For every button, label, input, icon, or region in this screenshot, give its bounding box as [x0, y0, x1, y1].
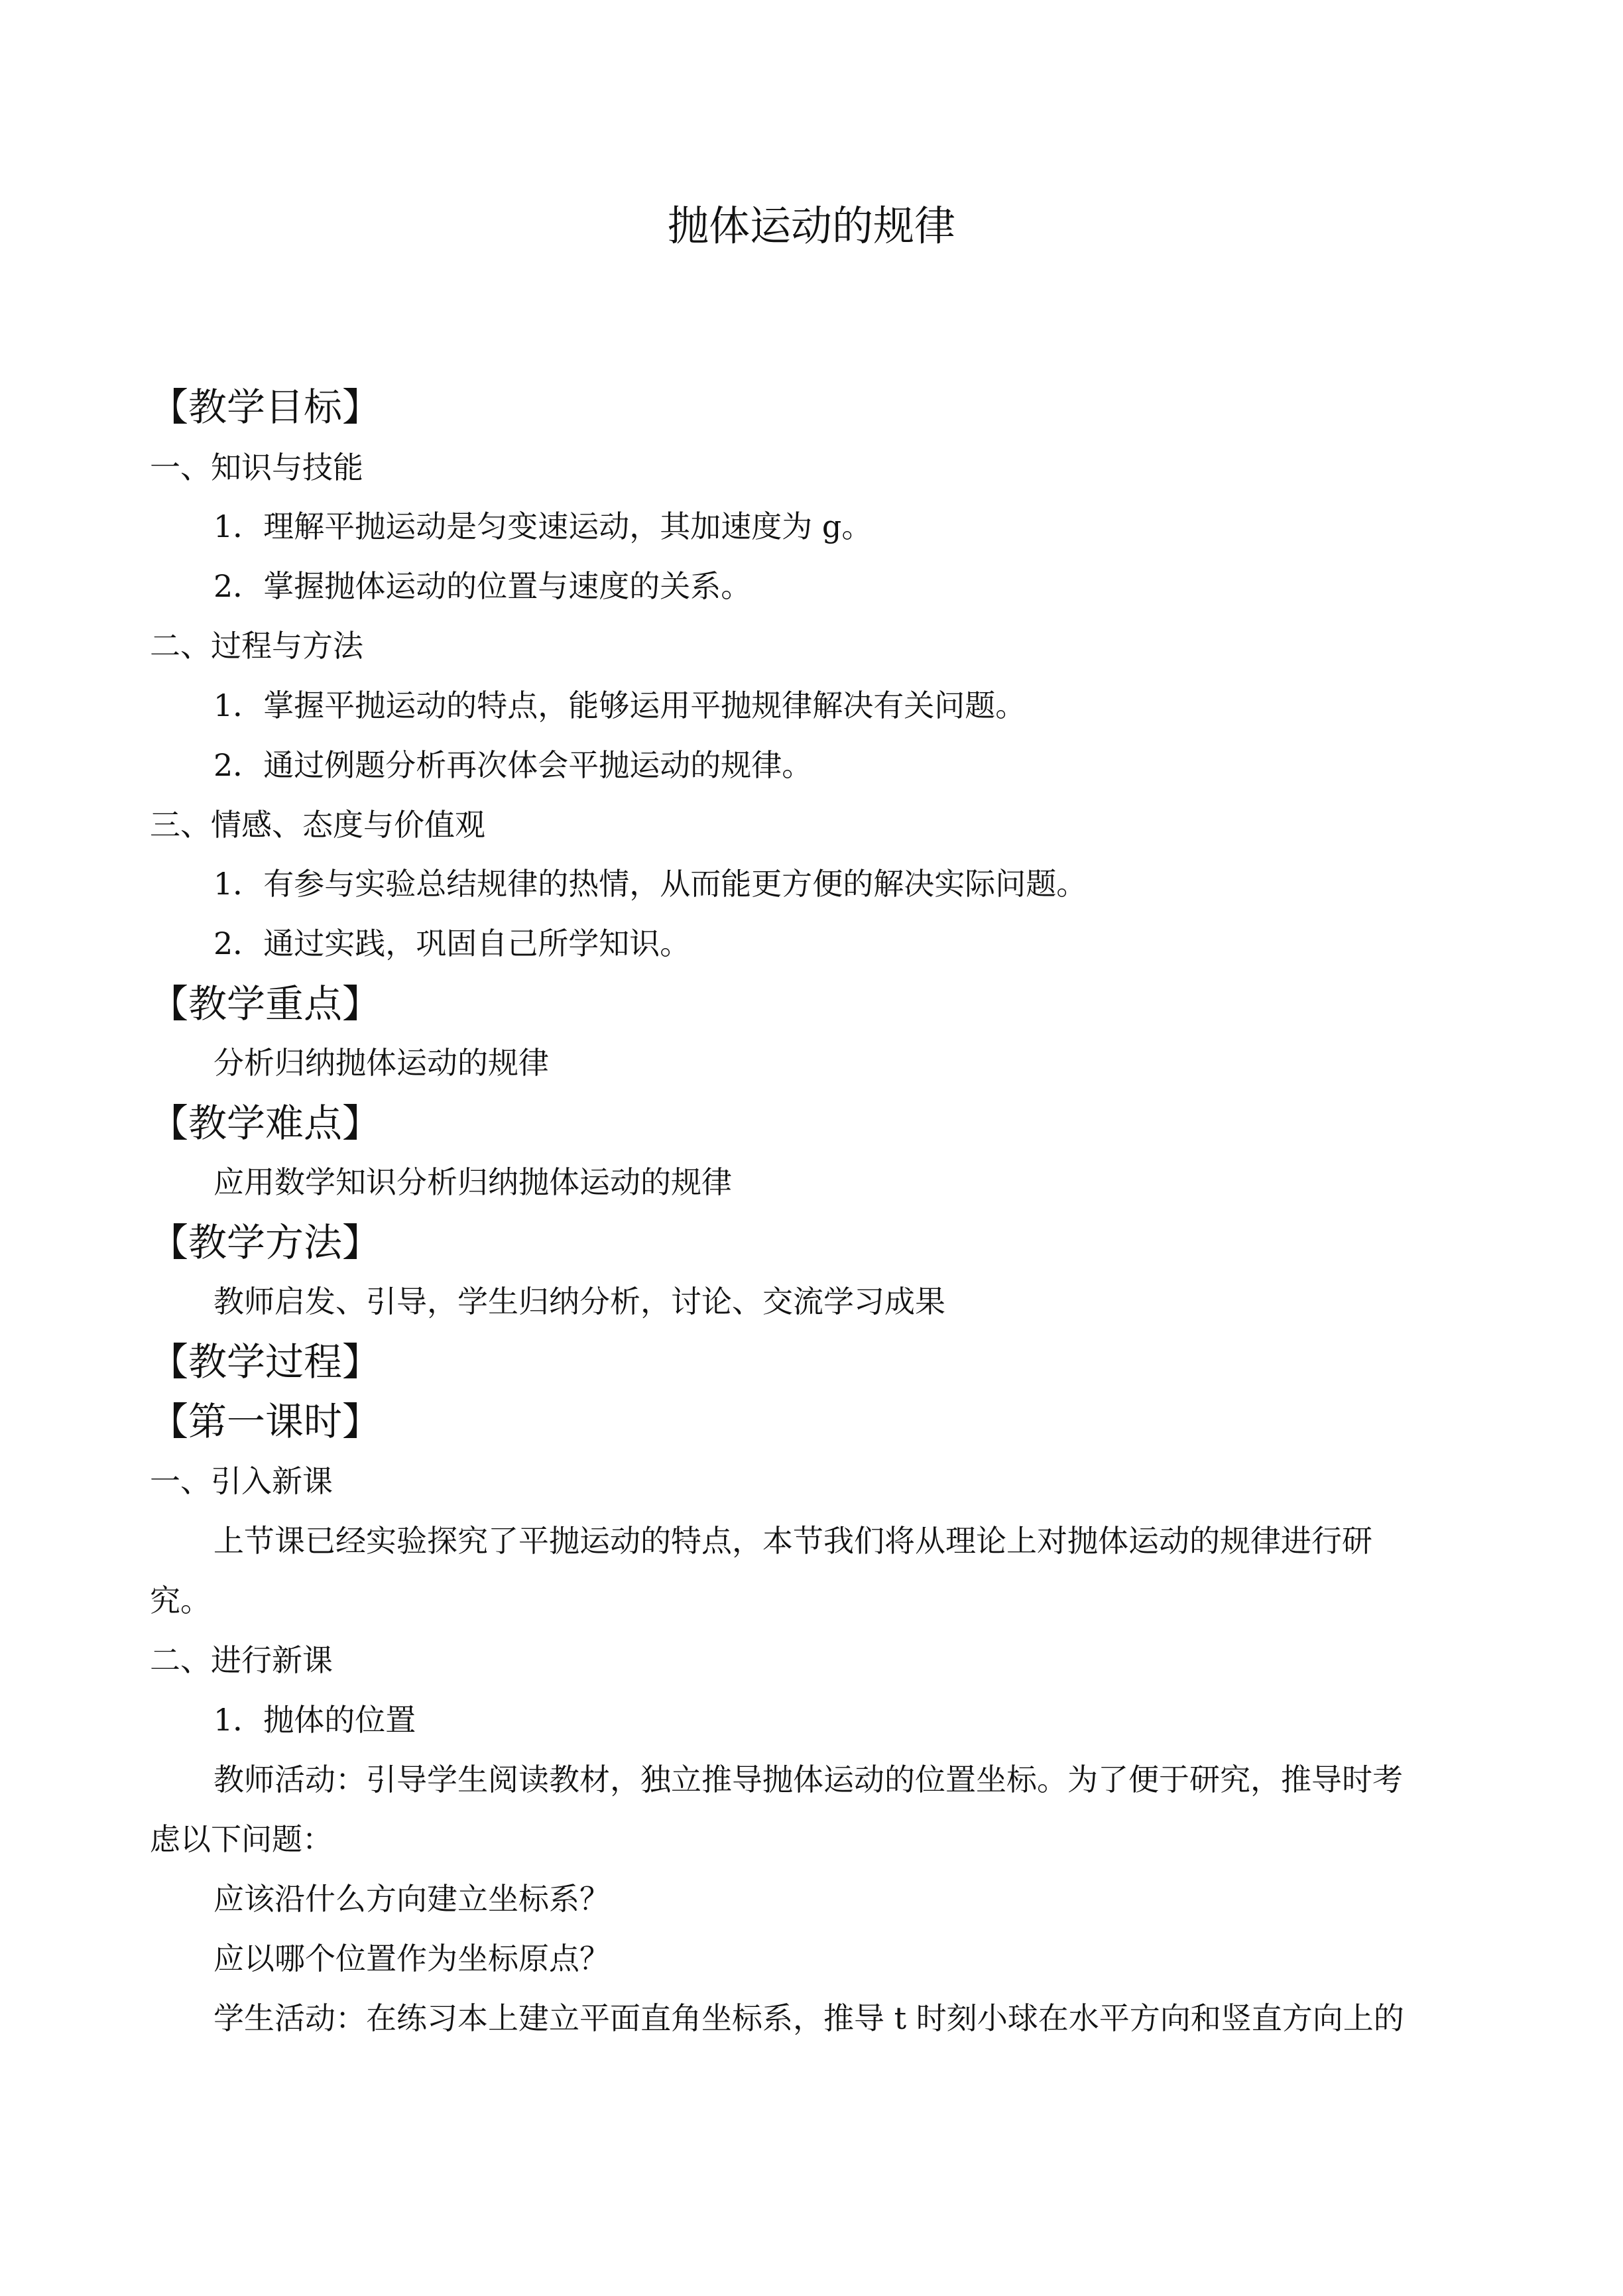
- paragraph: 教师启发、引导，学生归纳分析，讨论、交流学习成果: [213, 1284, 945, 1319]
- list-item: 2．掌握抛体运动的位置与速度的关系。: [213, 568, 752, 604]
- paragraph: 分析归纳抛体运动的规律: [213, 1045, 549, 1081]
- section-heading-key-points: 【教学重点】: [150, 981, 381, 1026]
- section-heading-process: 【教学过程】: [150, 1339, 381, 1384]
- section-heading-methods: 【教学方法】: [150, 1220, 381, 1265]
- list-item: 1．掌握平抛运动的特点，能够运用平抛规律解决有关问题。: [213, 688, 1026, 723]
- subheading-knowledge-skills: 一、知识与技能: [150, 450, 363, 485]
- paragraph-continuation: 虑以下问题：: [150, 1821, 333, 1857]
- paragraph-continuation: 究。: [150, 1583, 211, 1618]
- subheading-introduction: 一、引入新课: [150, 1463, 333, 1499]
- question: 应以哪个位置作为坐标原点？: [213, 1941, 610, 1976]
- list-item: 2．通过实践，巩固自己所学知识。: [213, 926, 691, 961]
- paragraph: 应用数学知识分析归纳抛体运动的规律: [213, 1164, 732, 1200]
- list-item: 1．有参与实验总结规律的热情，从而能更方便的解决实际问题。: [213, 866, 1087, 902]
- paragraph: 教师活动：引导学生阅读教材，独立推导抛体运动的位置坐标。为了便于研究，推导时考: [213, 1762, 1403, 1797]
- list-item: 2．通过例题分析再次体会平抛运动的规律。: [213, 747, 813, 783]
- subheading-emotion-values: 三、情感、态度与价值观: [150, 807, 485, 843]
- paragraph: 学生活动：在练习本上建立平面直角坐标系，推导 t 时刻小球在水平方向和竖直方向上的: [213, 2000, 1404, 2036]
- document-title: 抛体运动的规律: [667, 202, 955, 250]
- subheading-new-lesson: 二、进行新课: [150, 1642, 333, 1678]
- list-item: 1．理解平抛运动是匀变速运动，其加速度为 g。: [213, 509, 872, 544]
- section-heading-objectives: 【教学目标】: [150, 385, 381, 430]
- subheading-process-method: 二、过程与方法: [150, 628, 363, 664]
- question: 应该沿什么方向建立坐标系？: [213, 1881, 610, 1917]
- paragraph: 上节课已经实验探究了平抛运动的特点，本节我们将从理论上对抛体运动的规律进行研: [213, 1523, 1372, 1559]
- section-heading-first-lesson: 【第一课时】: [150, 1399, 381, 1444]
- section-heading-difficulties: 【教学难点】: [150, 1101, 381, 1146]
- list-item: 1．抛体的位置: [213, 1702, 416, 1738]
